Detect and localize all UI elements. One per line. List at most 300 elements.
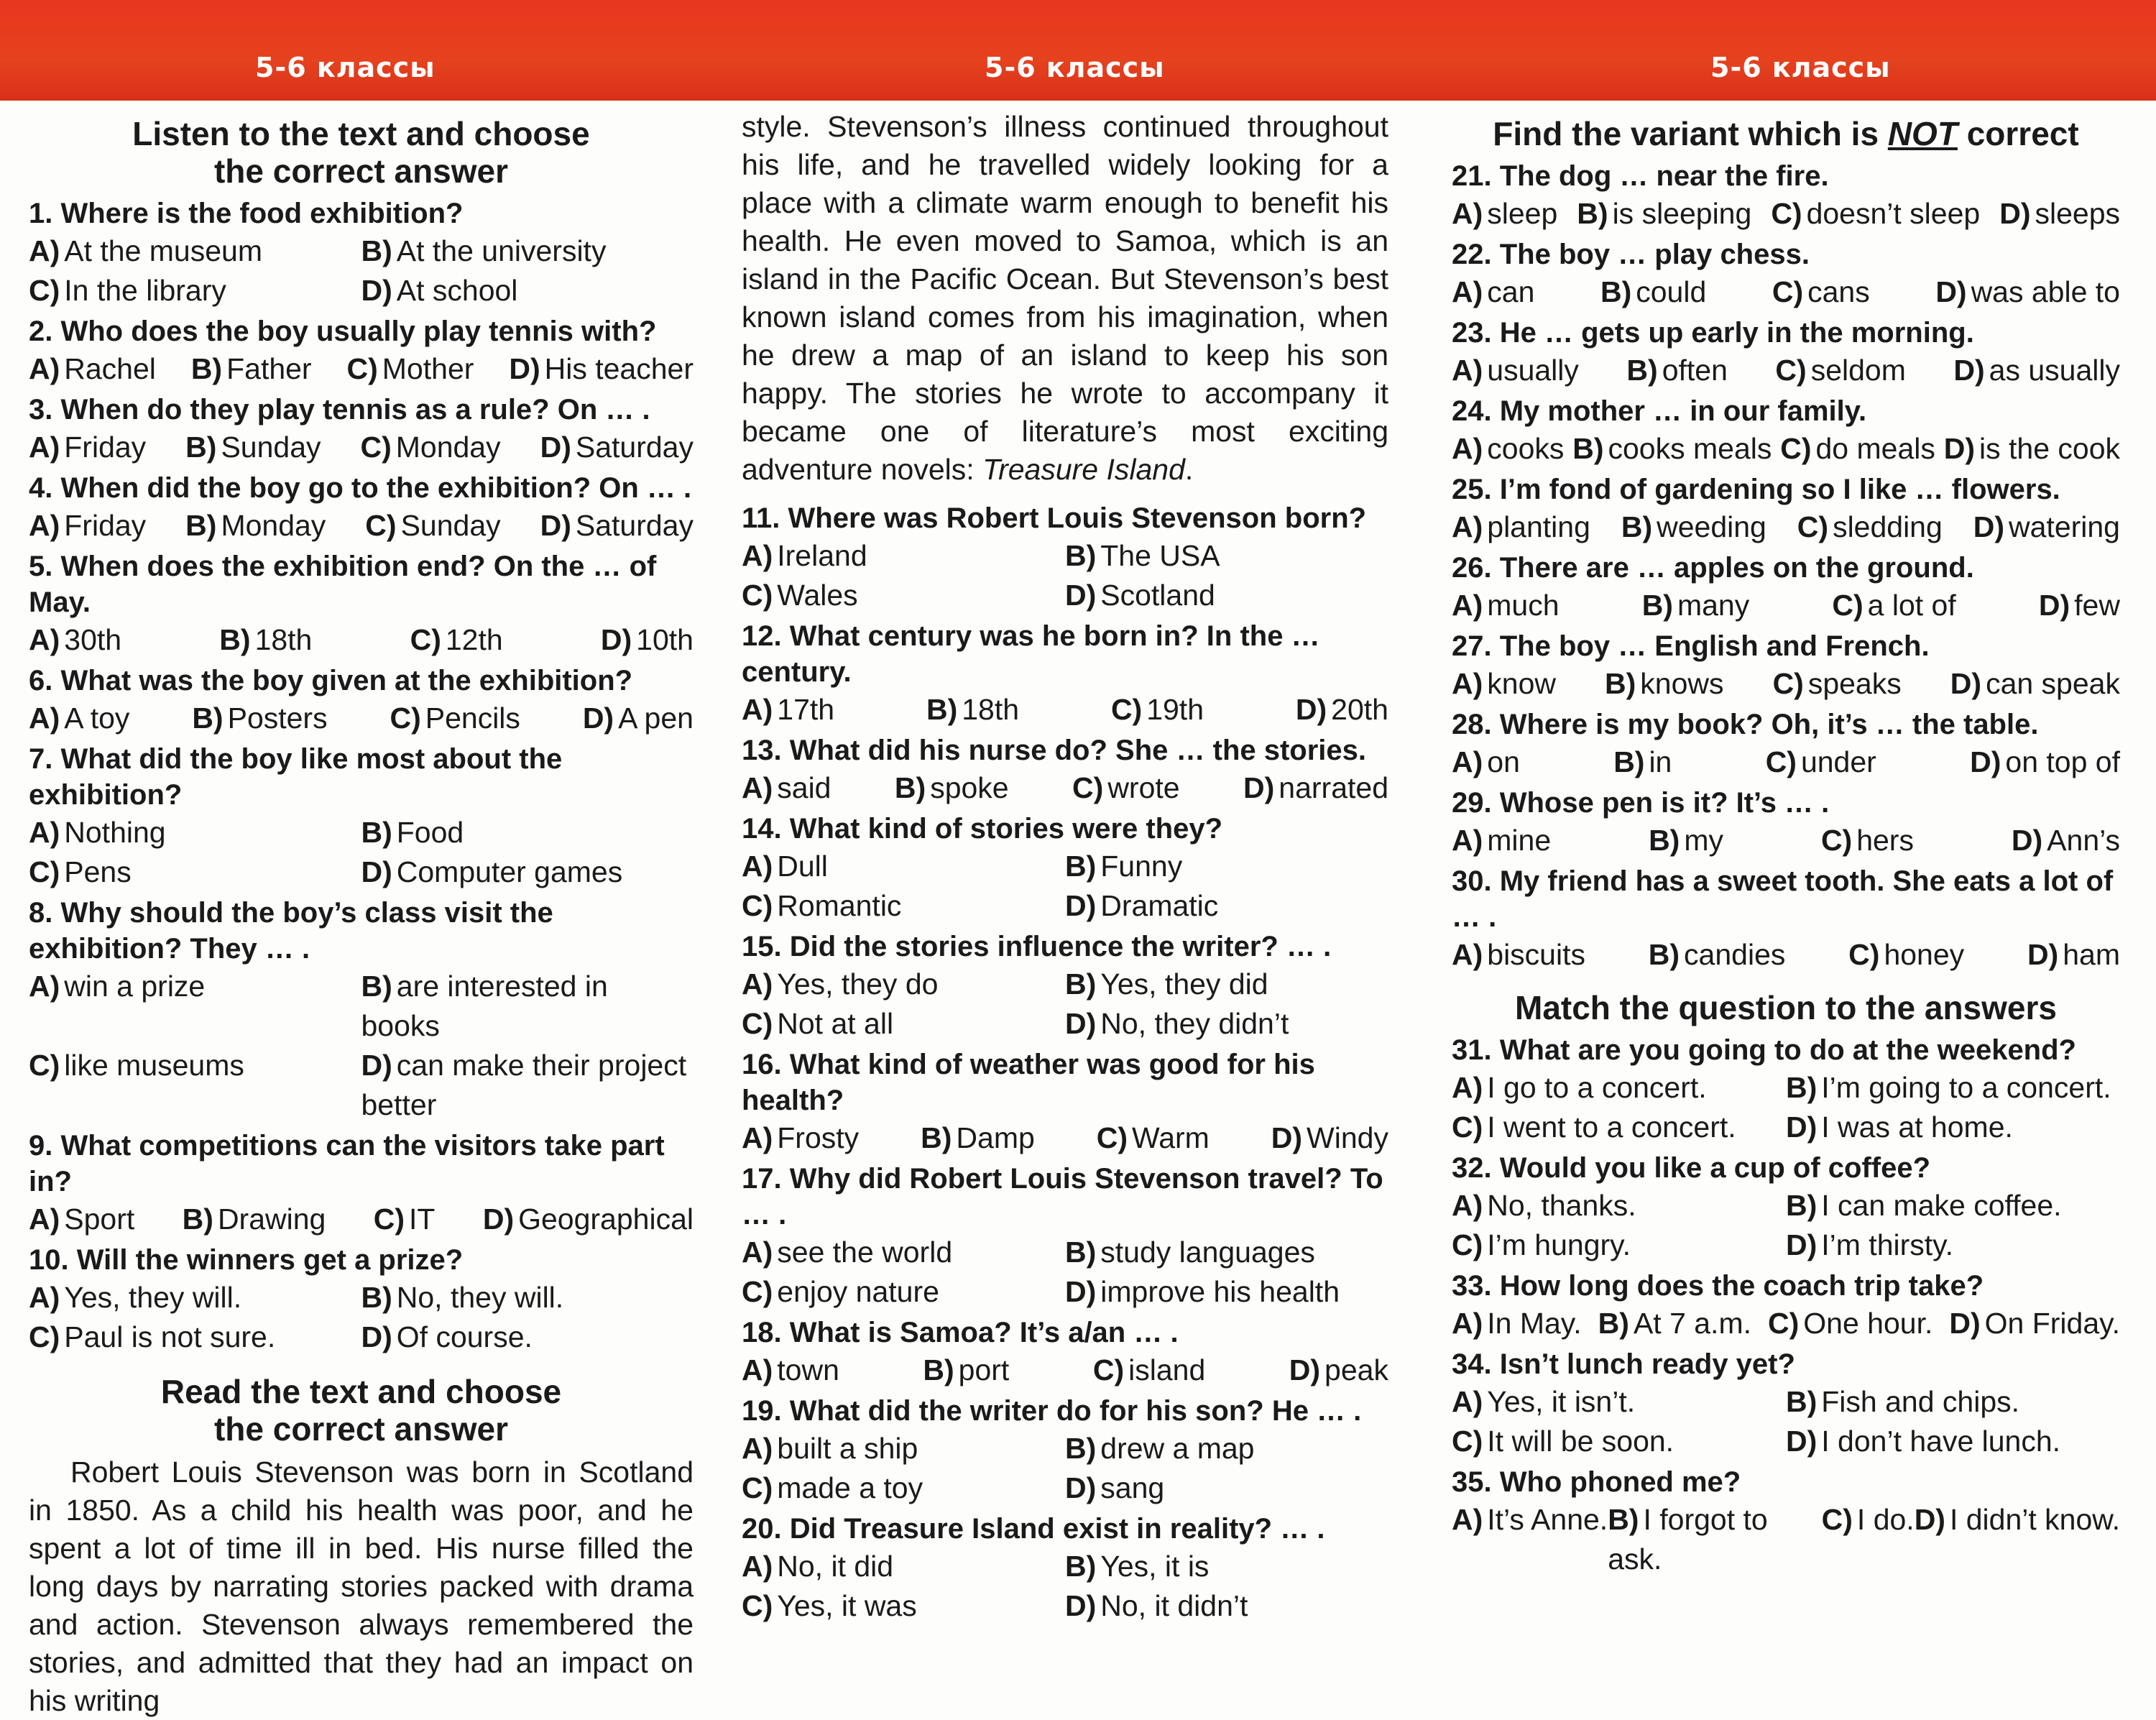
option-letter: D) bbox=[482, 1202, 515, 1236]
option-text: are interested in books bbox=[361, 970, 608, 1042]
answer-option[interactable] bbox=[1452, 742, 1520, 782]
question-text: 25. I’m fond of gardening so I like … flowers. bbox=[1452, 474, 2060, 505]
answer-option[interactable] bbox=[29, 231, 361, 271]
answer-option[interactable] bbox=[742, 536, 1065, 576]
option-letter: B) bbox=[192, 702, 224, 735]
option-text: hers bbox=[1856, 824, 1914, 857]
answer-option[interactable] bbox=[1452, 429, 1564, 469]
answer-option[interactable] bbox=[1950, 664, 2120, 704]
answer-option[interactable] bbox=[1608, 1500, 1821, 1579]
option-text: At the university bbox=[396, 234, 607, 267]
option-text: At 7 a.m. bbox=[1633, 1307, 1751, 1340]
option-text: It’s Anne. bbox=[1487, 1503, 1608, 1536]
column-middle bbox=[742, 108, 1388, 1626]
option-text: often bbox=[1662, 354, 1728, 387]
answer-option[interactable] bbox=[1065, 965, 1388, 1004]
answer-option[interactable] bbox=[390, 699, 520, 738]
option-text: I can make coffee. bbox=[1821, 1189, 2062, 1222]
option-letter: D) bbox=[509, 352, 540, 385]
option-text: Computer games bbox=[396, 855, 623, 888]
question-text: 18. What is Samoa? It’s a/an … . bbox=[742, 1317, 1179, 1348]
answer-option[interactable] bbox=[1935, 272, 2120, 312]
option-text: usually bbox=[1487, 354, 1579, 387]
answer-option[interactable] bbox=[1780, 429, 1935, 469]
answer-option[interactable] bbox=[374, 1200, 436, 1239]
answer-options bbox=[1452, 1186, 2120, 1265]
option-letter: D) bbox=[1949, 1307, 1981, 1340]
question-list bbox=[1452, 1032, 2120, 1579]
answer-option[interactable] bbox=[742, 1118, 859, 1158]
option-text: No, they didn’t bbox=[1100, 1007, 1289, 1040]
answer-option[interactable] bbox=[926, 690, 1019, 730]
answer-option[interactable] bbox=[540, 428, 694, 467]
answer-option[interactable] bbox=[1097, 1118, 1210, 1158]
answer-options bbox=[1452, 821, 2120, 860]
option-text: seldom bbox=[1810, 354, 1906, 387]
question-text: 33. How long does the coach trip take? bbox=[1452, 1270, 1984, 1302]
section-heading-not-correct bbox=[1452, 115, 2120, 152]
answer-option[interactable] bbox=[1621, 507, 1766, 547]
option-text: biscuits bbox=[1487, 938, 1585, 971]
question-text: 28. Where is my book? Oh, it’s … the table. bbox=[1452, 709, 2039, 740]
answer-option[interactable] bbox=[1598, 1304, 1751, 1343]
answer-option[interactable] bbox=[361, 813, 694, 852]
option-letter: D) bbox=[1243, 771, 1275, 804]
answer-option[interactable] bbox=[1452, 1186, 1786, 1225]
option-text: sleeps bbox=[2035, 197, 2120, 230]
answer-option[interactable] bbox=[1944, 429, 2120, 469]
option-text: under bbox=[1800, 745, 1876, 778]
answer-option[interactable] bbox=[1452, 1068, 1786, 1108]
answer-option[interactable] bbox=[185, 428, 321, 467]
answer-option[interactable] bbox=[1771, 194, 1980, 234]
answer-option[interactable] bbox=[1970, 742, 2120, 782]
question-text: 21. The dog … near the fire. bbox=[1452, 160, 1829, 192]
option-letter: C) bbox=[360, 431, 392, 464]
answer-option[interactable] bbox=[1072, 768, 1180, 808]
answer-option[interactable] bbox=[361, 1278, 694, 1317]
answer-option[interactable] bbox=[185, 506, 326, 546]
answer-option[interactable] bbox=[742, 1004, 1065, 1044]
option-letter: B) bbox=[1786, 1189, 1818, 1222]
answer-option[interactable] bbox=[1065, 576, 1388, 615]
question-text: 24. My mother … in our family. bbox=[1452, 395, 1867, 427]
answer-option[interactable] bbox=[1065, 1272, 1388, 1312]
answer-option[interactable] bbox=[1065, 886, 1388, 926]
answer-option[interactable] bbox=[361, 1046, 694, 1125]
question-text: 23. He … gets up early in the morning. bbox=[1452, 317, 1974, 349]
answer-options bbox=[1452, 586, 2120, 625]
option-letter: C) bbox=[29, 1049, 60, 1082]
option-text: No, it didn’t bbox=[1100, 1589, 1248, 1622]
answer-option[interactable] bbox=[1452, 1500, 1608, 1579]
question-text: 16. What kind of weather was good for his health? bbox=[742, 1049, 1315, 1116]
answer-option[interactable] bbox=[1600, 272, 1706, 312]
answer-option[interactable] bbox=[2039, 586, 2120, 625]
option-letter: D) bbox=[1271, 1121, 1303, 1154]
answer-option[interactable] bbox=[183, 1200, 326, 1239]
class-label-left: 5-6 классы bbox=[255, 52, 436, 83]
question-text: 1. Where is the food exhibition? bbox=[29, 198, 464, 229]
section-heading-match: Match the question to the answers bbox=[1515, 989, 2057, 1026]
answer-option[interactable] bbox=[509, 349, 694, 389]
answer-option[interactable] bbox=[1093, 1351, 1205, 1390]
option-text: know bbox=[1487, 667, 1556, 700]
question-text: 22. The boy … play chess. bbox=[1452, 239, 1810, 270]
answer-option[interactable] bbox=[1452, 1422, 1786, 1461]
option-text: 18th bbox=[962, 693, 1020, 726]
answer-options bbox=[29, 699, 694, 738]
answer-option[interactable] bbox=[1452, 821, 1551, 860]
answer-option[interactable] bbox=[29, 1278, 361, 1317]
answer-option[interactable] bbox=[1822, 1500, 1915, 1579]
option-text: on bbox=[1487, 745, 1520, 778]
option-letter: B) bbox=[1598, 1307, 1629, 1340]
question-text: 2. Who does the boy usually play tennis with? bbox=[29, 316, 657, 347]
answer-option[interactable] bbox=[1786, 1186, 2120, 1225]
answer-option[interactable] bbox=[365, 506, 500, 546]
answer-option[interactable] bbox=[1243, 768, 1388, 808]
answer-option[interactable] bbox=[1452, 351, 1579, 390]
option-text: a lot of bbox=[1867, 589, 1956, 622]
question-text: 32. Would you like a cup of coffee? bbox=[1452, 1152, 1931, 1184]
question-text: 19. What did the writer do for his son? He … . bbox=[742, 1395, 1362, 1427]
answer-option[interactable] bbox=[361, 852, 694, 892]
answer-option[interactable] bbox=[1649, 821, 1723, 860]
answer-option[interactable] bbox=[742, 1547, 1065, 1586]
option-text: can make their project better bbox=[361, 1049, 687, 1121]
option-text: On Friday. bbox=[1984, 1307, 2120, 1340]
option-text: I do. bbox=[1856, 1503, 1915, 1536]
answer-option[interactable] bbox=[742, 1233, 1065, 1272]
answer-option[interactable] bbox=[1452, 935, 1585, 975]
answer-option[interactable] bbox=[1065, 536, 1388, 576]
answer-options bbox=[1452, 664, 2120, 704]
option-letter: B) bbox=[923, 1353, 954, 1386]
option-text: Yes, it isn’t. bbox=[1487, 1385, 1636, 1418]
option-letter: A) bbox=[742, 1353, 773, 1386]
answer-option[interactable] bbox=[1271, 1118, 1388, 1158]
option-letter: A) bbox=[742, 850, 773, 883]
answer-option[interactable] bbox=[1626, 351, 1727, 390]
answer-option[interactable] bbox=[1848, 935, 1964, 975]
answer-option[interactable] bbox=[2012, 821, 2120, 860]
option-text: I go to a concert. bbox=[1487, 1071, 1707, 1104]
answer-option[interactable] bbox=[1915, 1500, 2120, 1579]
answer-options bbox=[29, 349, 694, 389]
option-text: on top of bbox=[2005, 745, 2120, 778]
option-text: sledding bbox=[1833, 510, 1943, 543]
option-text: A pen bbox=[618, 702, 694, 735]
heading-line: the correct answer bbox=[213, 1410, 509, 1448]
option-letter: A) bbox=[29, 509, 60, 542]
answer-option[interactable] bbox=[1786, 1108, 2120, 1147]
option-letter: D) bbox=[1999, 197, 2031, 230]
option-text: Pens bbox=[64, 855, 132, 888]
option-letter: C) bbox=[742, 1275, 773, 1308]
option-letter: A) bbox=[1452, 1189, 1483, 1222]
answer-option[interactable] bbox=[29, 1317, 361, 1357]
option-letter: D) bbox=[361, 855, 392, 888]
option-letter: B) bbox=[1786, 1385, 1818, 1418]
answer-options bbox=[742, 1351, 1388, 1390]
answer-options bbox=[742, 847, 1388, 926]
option-text: Nothing bbox=[64, 816, 166, 849]
answer-option[interactable] bbox=[1649, 935, 1786, 975]
option-text: can bbox=[1487, 275, 1535, 308]
answer-option[interactable] bbox=[742, 1429, 1065, 1468]
option-text: A toy bbox=[64, 702, 130, 735]
answer-option[interactable] bbox=[1768, 1304, 1932, 1343]
option-letter: D) bbox=[1953, 354, 1985, 387]
answer-option[interactable] bbox=[1452, 1304, 1582, 1343]
option-text: Windy bbox=[1307, 1121, 1388, 1154]
answer-option[interactable] bbox=[1065, 1004, 1388, 1044]
option-text: mine bbox=[1487, 824, 1552, 857]
answer-option[interactable] bbox=[1999, 194, 2120, 234]
option-letter: A) bbox=[29, 970, 60, 1003]
option-text: No, they will. bbox=[396, 1281, 564, 1314]
option-text: Ann’s bbox=[2047, 824, 2120, 857]
option-letter: C) bbox=[373, 1202, 405, 1236]
answer-option[interactable] bbox=[1786, 1068, 2120, 1108]
answer-option[interactable] bbox=[742, 886, 1065, 926]
answer-option[interactable] bbox=[1452, 272, 1534, 312]
option-letter: D) bbox=[1065, 1589, 1097, 1622]
option-letter: A) bbox=[29, 702, 60, 735]
question-text: 6. What was the boy given at the exhibition? bbox=[29, 665, 633, 696]
answer-option[interactable] bbox=[191, 349, 312, 389]
book-title: Treasure Island bbox=[982, 453, 1185, 486]
option-text: Warm bbox=[1132, 1121, 1210, 1154]
answer-option[interactable] bbox=[1572, 429, 1772, 469]
answer-option[interactable] bbox=[1613, 742, 1672, 782]
answer-option[interactable] bbox=[1973, 507, 2120, 547]
answer-option[interactable] bbox=[895, 768, 1009, 808]
answer-option[interactable] bbox=[1832, 586, 1955, 625]
answer-option[interactable] bbox=[1452, 1108, 1786, 1147]
answer-option[interactable] bbox=[1289, 1351, 1388, 1390]
option-text: I’m thirsty. bbox=[1821, 1228, 1954, 1261]
answer-option[interactable] bbox=[1766, 742, 1876, 782]
option-letter: D) bbox=[1065, 889, 1097, 922]
option-letter: D) bbox=[540, 431, 571, 464]
question-text: 10. Will the winners get a prize? bbox=[29, 1244, 464, 1276]
option-text: much bbox=[1487, 589, 1560, 622]
option-text: No, thanks. bbox=[1487, 1189, 1636, 1222]
answer-option[interactable] bbox=[1065, 847, 1388, 886]
answer-option[interactable] bbox=[923, 1351, 1009, 1390]
answer-option[interactable] bbox=[1821, 821, 1914, 860]
answer-option[interactable] bbox=[29, 1200, 134, 1239]
answer-option[interactable] bbox=[192, 699, 327, 738]
answer-option[interactable] bbox=[1786, 1382, 2120, 1422]
option-text: ham bbox=[2063, 938, 2120, 971]
option-letter: D) bbox=[2027, 938, 2059, 971]
answer-option[interactable] bbox=[29, 506, 146, 546]
answer-option[interactable] bbox=[1452, 507, 1590, 547]
answer-option[interactable] bbox=[742, 768, 831, 808]
answer-options bbox=[1452, 351, 2120, 390]
option-letter: C) bbox=[1452, 1110, 1483, 1144]
option-letter: A) bbox=[742, 1236, 773, 1269]
option-text: many bbox=[1677, 589, 1750, 622]
option-text: Yes, it is bbox=[1100, 1550, 1210, 1583]
answer-option[interactable] bbox=[601, 620, 694, 660]
answer-option[interactable] bbox=[29, 699, 129, 738]
answer-option[interactable] bbox=[1797, 507, 1943, 547]
answer-options bbox=[1452, 194, 2120, 234]
option-letter: B) bbox=[219, 623, 251, 656]
option-text: narrated bbox=[1279, 771, 1388, 804]
answer-option[interactable] bbox=[1065, 1586, 1388, 1626]
answer-options bbox=[1452, 742, 2120, 782]
question-text: 3. When do they play tennis as a rule? On … . bbox=[29, 394, 650, 426]
option-letter: C) bbox=[1765, 745, 1797, 778]
answer-option[interactable] bbox=[742, 965, 1065, 1004]
answer-option[interactable] bbox=[1953, 351, 2120, 390]
answer-option[interactable] bbox=[1452, 194, 1557, 234]
option-text: is the cook bbox=[1979, 432, 2120, 465]
option-text: my bbox=[1684, 824, 1723, 857]
option-text: Romantic bbox=[777, 889, 902, 922]
option-text: drew a map bbox=[1100, 1432, 1255, 1465]
option-text: study languages bbox=[1100, 1236, 1315, 1269]
answer-option[interactable] bbox=[29, 813, 361, 852]
answer-option[interactable] bbox=[29, 271, 361, 311]
option-letter: A) bbox=[742, 771, 773, 804]
answer-option[interactable] bbox=[1772, 272, 1870, 312]
option-letter: A) bbox=[29, 234, 60, 267]
answer-option[interactable] bbox=[361, 967, 694, 1046]
answer-option[interactable] bbox=[1577, 194, 1751, 234]
answer-option[interactable] bbox=[219, 620, 312, 660]
option-letter: C) bbox=[1096, 1121, 1128, 1154]
option-text: His teacher bbox=[544, 352, 694, 385]
answer-option[interactable] bbox=[1065, 1547, 1388, 1586]
option-letter: D) bbox=[1065, 1275, 1097, 1308]
question-text: 30. My friend has a sweet tooth. She eats a lot of … . bbox=[1452, 865, 2114, 933]
answer-option[interactable] bbox=[1452, 664, 1556, 704]
option-text: Father bbox=[226, 352, 312, 385]
option-text: Sport bbox=[64, 1202, 135, 1236]
answer-option[interactable] bbox=[361, 1317, 694, 1357]
answer-option[interactable] bbox=[410, 620, 503, 660]
answer-options bbox=[29, 506, 694, 546]
answer-option[interactable] bbox=[361, 231, 694, 271]
option-text: see the world bbox=[777, 1236, 953, 1269]
answer-options bbox=[1452, 429, 2120, 469]
answer-option[interactable] bbox=[483, 1200, 694, 1239]
answer-option[interactable] bbox=[742, 1351, 839, 1390]
answer-option[interactable] bbox=[1786, 1225, 2120, 1265]
answer-option[interactable] bbox=[29, 620, 121, 660]
answer-option[interactable] bbox=[1111, 690, 1204, 730]
option-letter: A) bbox=[1452, 1071, 1483, 1104]
option-letter: A) bbox=[742, 1121, 773, 1154]
heading-text: correct bbox=[1957, 115, 2079, 152]
option-letter: B) bbox=[1065, 1550, 1097, 1583]
answer-option[interactable] bbox=[1065, 1429, 1388, 1468]
option-letter: D) bbox=[1914, 1503, 1945, 1536]
answer-option[interactable] bbox=[921, 1118, 1035, 1158]
answer-option[interactable] bbox=[29, 852, 361, 892]
option-letter: D) bbox=[361, 274, 392, 307]
answer-option[interactable] bbox=[1786, 1422, 2120, 1461]
answer-option[interactable] bbox=[1452, 586, 1560, 625]
answer-option[interactable] bbox=[29, 1046, 361, 1125]
answer-option[interactable] bbox=[29, 349, 156, 389]
option-letter: B) bbox=[1786, 1071, 1818, 1104]
answer-option[interactable] bbox=[361, 271, 694, 311]
answer-options bbox=[1452, 1382, 2120, 1461]
answer-option[interactable] bbox=[540, 506, 694, 546]
answer-option[interactable] bbox=[1452, 1382, 1786, 1422]
option-letter: C) bbox=[1848, 938, 1880, 971]
option-letter: B) bbox=[182, 1202, 213, 1236]
answer-option[interactable] bbox=[29, 967, 361, 1046]
question-text: 13. What did his nurse do? She … the stories. bbox=[742, 735, 1367, 766]
answer-option[interactable] bbox=[742, 576, 1065, 615]
question-text: 11. Where was Robert Louis Stevenson born? bbox=[742, 502, 1367, 534]
option-text: I was at home. bbox=[1821, 1110, 2013, 1144]
answer-option[interactable] bbox=[1296, 690, 1388, 730]
answer-option[interactable] bbox=[583, 699, 694, 738]
option-text: 17th bbox=[777, 693, 835, 726]
heading-emphasis: NOT bbox=[1887, 115, 1958, 152]
answer-option[interactable] bbox=[742, 1586, 1065, 1626]
option-letter: B) bbox=[1577, 197, 1608, 230]
option-text: could bbox=[1636, 275, 1707, 308]
answer-option[interactable] bbox=[1773, 664, 1902, 704]
answer-option[interactable] bbox=[742, 847, 1065, 886]
option-text: win a prize bbox=[64, 970, 206, 1003]
option-text: Pencils bbox=[425, 702, 520, 735]
option-text: island bbox=[1128, 1353, 1206, 1386]
answer-option[interactable] bbox=[742, 1468, 1065, 1508]
option-text: like museums bbox=[64, 1049, 244, 1082]
answer-option[interactable] bbox=[1642, 586, 1750, 625]
option-letter: B) bbox=[185, 509, 217, 542]
answer-option[interactable] bbox=[742, 1272, 1065, 1312]
reading-text-main: style. Stevenson’s illness continued throughout his life, and he travelled widely looking for a place with a climate warm enough to benefit his health. He even moved to Samoa, which is an island in the Pacific Ocean. But Stevenson’s best known island comes from his imagination, when he drew a map of an island to keep his son happy. The stories he wrote to accompany it became one of literature’s most exciting adventure novels: bbox=[742, 110, 1388, 486]
option-letter: B) bbox=[1648, 938, 1680, 971]
option-letter: B) bbox=[1626, 354, 1658, 387]
option-text: can speak bbox=[1986, 667, 2120, 700]
answer-option[interactable] bbox=[29, 428, 146, 467]
option-letter: C) bbox=[1768, 1307, 1800, 1340]
answer-option[interactable] bbox=[360, 428, 500, 467]
answer-option[interactable] bbox=[347, 349, 474, 389]
answer-option[interactable] bbox=[1452, 1225, 1786, 1265]
answer-option[interactable] bbox=[1605, 664, 1723, 704]
answer-option[interactable] bbox=[1949, 1304, 2120, 1343]
option-letter: C) bbox=[29, 855, 60, 888]
answer-option[interactable] bbox=[742, 690, 834, 730]
answer-option[interactable] bbox=[1775, 351, 1905, 390]
option-letter: B) bbox=[361, 1281, 392, 1314]
option-letter: C) bbox=[742, 1007, 773, 1040]
option-text: doesn’t sleep bbox=[1806, 197, 1981, 230]
answer-option[interactable] bbox=[1065, 1233, 1388, 1272]
option-text: enjoy nature bbox=[777, 1275, 939, 1308]
option-text: Food bbox=[396, 816, 464, 849]
answer-option[interactable] bbox=[1065, 1468, 1388, 1508]
option-text: Geographical bbox=[518, 1202, 694, 1236]
option-letter: D) bbox=[361, 1320, 392, 1353]
answer-option[interactable] bbox=[2027, 935, 2120, 975]
option-letter: C) bbox=[1092, 1353, 1125, 1386]
